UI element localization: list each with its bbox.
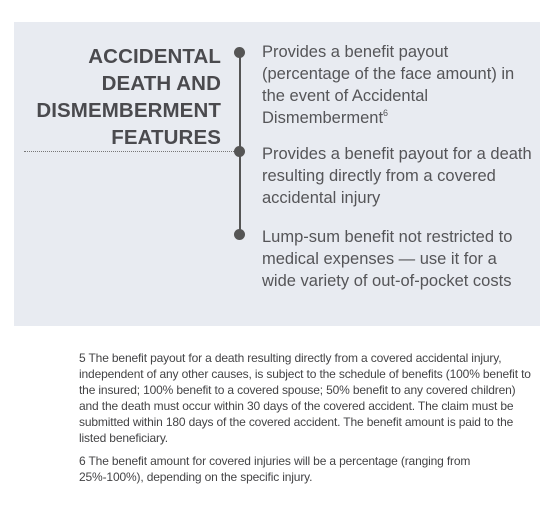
section-heading [30,43,221,151]
footnote-6: 6 The benefit amount for covered injuries will be a percentage (ranging from 25%-100%), depending on the specific injury. [79,454,471,484]
bullet-dot-icon [234,229,245,240]
heading-line: DISMEMBERMENT [36,99,221,122]
feature-text: Lump-sum benefit not restricted to medical expenses — use it for a wide variety of out-of-pocket costs [262,228,513,290]
heading-line: DEATH AND [101,72,221,95]
footnotes [79,350,534,492]
feature-text: Provides a benefit payout for a death resulting directly from a covered accidental injury [262,145,532,207]
footnote-5: 5 The benefit payout for a death resulting directly from a covered accidental injury, independent of any other causes, is subject to the schedule of benefits (100% benefit to the insured; 100% benefit to a covered spouse; 50% benefit to any covered children) and the death must occur within 30 days of the covered accident. The claim must be submitted within 180 days of the covered accident. The benefit amount is paid to the listed beneficiary. [79,351,531,445]
feature-item-death-benefit [262,143,532,209]
timeline-line [239,52,241,235]
feature-text: Provides a benefit payout (percentage of the face amount) in the event of Accidental Dismemberment [262,43,515,127]
feature-item-dismemberment [262,41,532,129]
feature-item-lump-sum [262,226,532,292]
bullet-dot-icon [234,47,245,58]
footnote-ref: 6 [383,108,389,118]
features-panel [14,22,540,326]
heading-line: ACCIDENTAL [88,45,221,68]
heading-line: FEATURES [111,126,221,149]
bullet-dot-icon [234,146,245,157]
dotted-divider [24,151,234,152]
